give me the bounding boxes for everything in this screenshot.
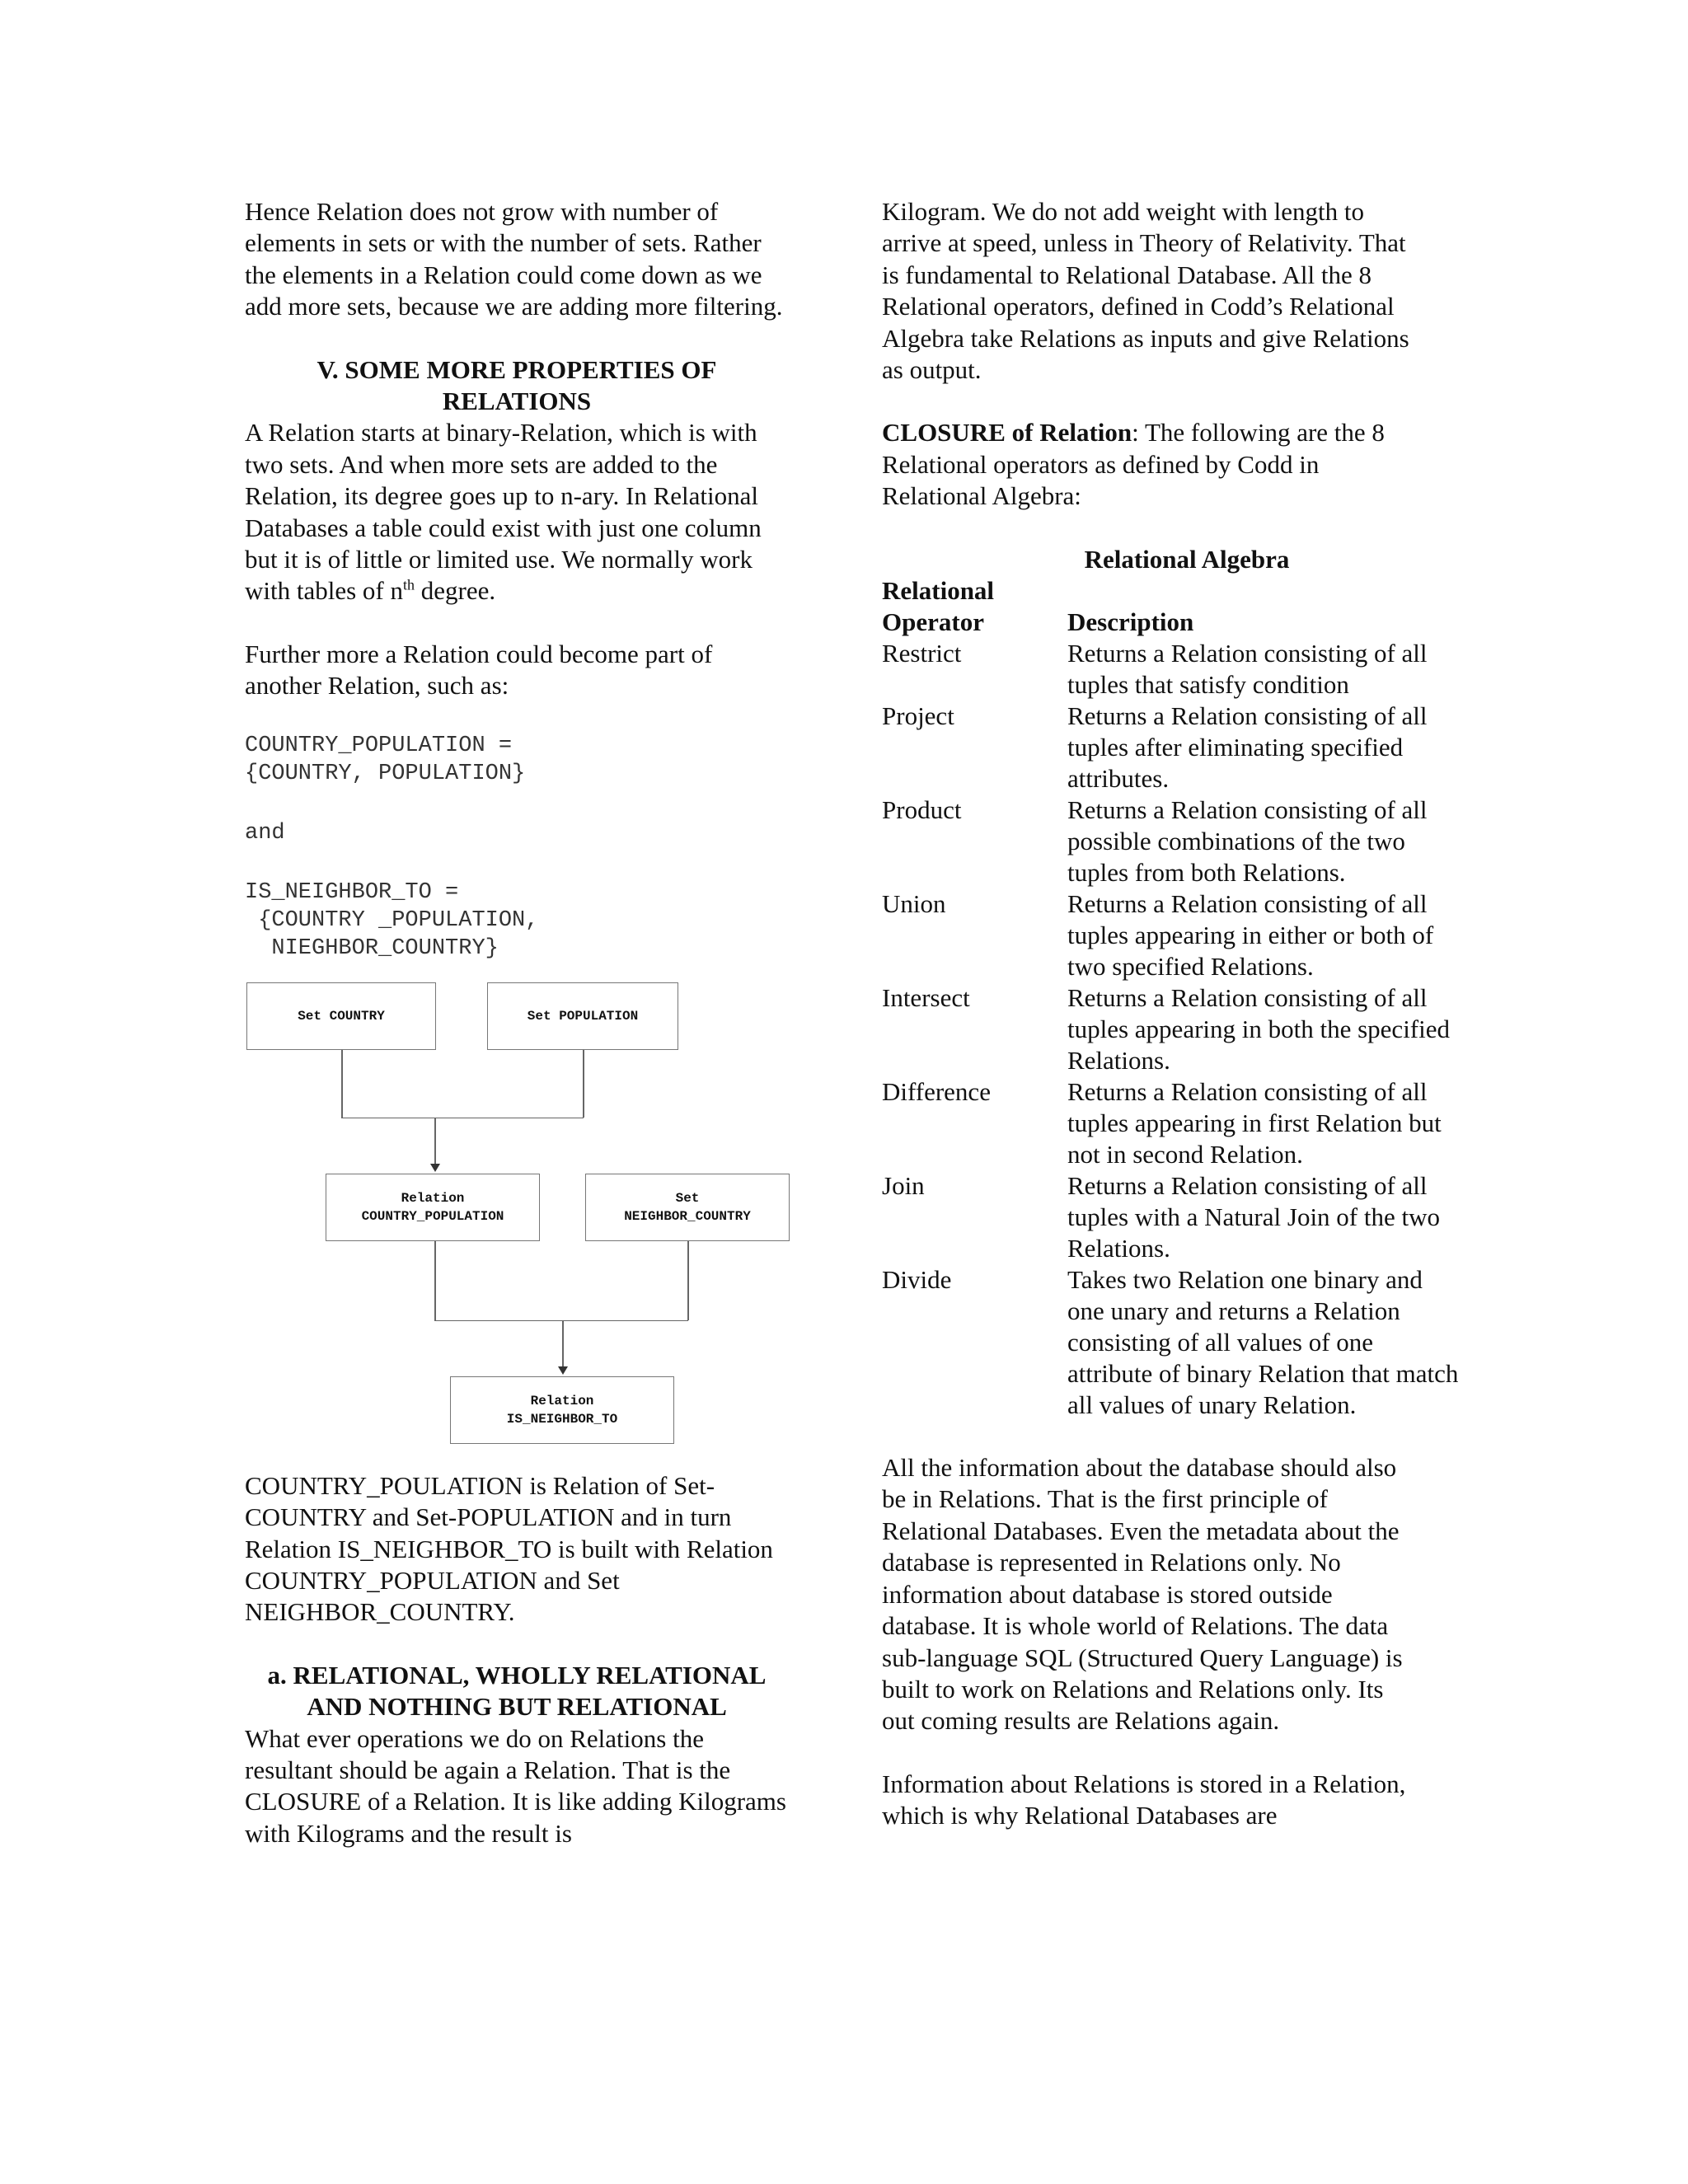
connector-line bbox=[341, 1050, 343, 1118]
left-column bbox=[245, 196, 789, 1849]
operator-cell: Restrict bbox=[882, 639, 962, 668]
description-cell: Takes two Relation one binary and one unary and returns a Relation consisting of all values of one attribute of binary Relation that match all values of unary Relation. bbox=[1067, 1265, 1459, 1420]
box-label: Set POPULATION bbox=[527, 1008, 639, 1024]
box-label: NEIGHBOR_COUNTRY bbox=[624, 1208, 751, 1224]
connector-line bbox=[687, 1241, 689, 1320]
section-heading-v: V. SOME MORE PROPERTIES OF RELATIONS bbox=[316, 354, 717, 416]
operator-cell: Project bbox=[882, 701, 954, 731]
table-row bbox=[882, 982, 1459, 1076]
connector-line bbox=[562, 1320, 564, 1366]
box-set-population bbox=[487, 982, 678, 1050]
description-cell: Returns a Relation consisting of all tuples appearing in both the specified Relations. bbox=[1067, 983, 1451, 1076]
relation-diagram bbox=[245, 971, 789, 1449]
table-row bbox=[882, 1076, 1459, 1170]
left-paragraph-2-text: A Relation starts at binary-Relation, which is with two sets. And when more sets are added to the Relation, its degree goes up to n-ary. In Relational Databases a table could exist with just one column but it is of little or limited use. We normally work with tables of n bbox=[245, 418, 762, 606]
operator-cell: Divide bbox=[882, 1265, 952, 1295]
box-label: COUNTRY_POPULATION bbox=[361, 1208, 504, 1224]
superscript-th: th bbox=[403, 577, 415, 594]
operator-cell: Difference bbox=[882, 1077, 991, 1107]
box-label: Set bbox=[675, 1190, 700, 1206]
right-column bbox=[882, 196, 1459, 1832]
description-cell: Returns a Relation consisting of all tuples that satisfy condition bbox=[1067, 639, 1428, 700]
box-relation-is-neighbor-to bbox=[450, 1376, 674, 1444]
left-paragraph-2-end: degree. bbox=[415, 576, 496, 606]
code-and: and bbox=[245, 820, 285, 846]
operator-cell: Product bbox=[882, 795, 962, 825]
operator-cell: Join bbox=[882, 1171, 925, 1201]
box-label: Set COUNTRY bbox=[298, 1008, 385, 1024]
table-row bbox=[882, 794, 1459, 888]
description-cell: Returns a Relation consisting of all tuples appearing in first Relation but not in second Relation. bbox=[1067, 1077, 1442, 1169]
box-label: Relation bbox=[530, 1393, 594, 1408]
left-paragraph-4: COUNTRY_POULATION is Relation of Set-COUNTRY and Set-POPULATION and in turn Relation IS_NEIGHBOR_TO is built with Relation COUNTRY_POPULATION and Set NEIGHBOR_COUNTRY. bbox=[245, 1470, 773, 1627]
code-line: {COUNTRY _POPULATION, bbox=[245, 907, 539, 933]
description-cell: Returns a Relation consisting of all tuples after eliminating specified attributes. bbox=[1067, 701, 1428, 794]
right-paragraph-3: Information about Relations is stored in a Relation, which is why Relational Databases are bbox=[882, 1769, 1406, 1830]
header-description: Description bbox=[1067, 607, 1194, 637]
operator-cell: Union bbox=[882, 889, 946, 919]
header-operator bbox=[882, 575, 1067, 638]
code-line: IS_NEIGHBOR_TO = bbox=[245, 879, 459, 905]
left-paragraph-5: What ever operations we do on Relations the resultant should be again a Relation. That is the CLOSURE of a Relation. It is like adding Kilograms with Kilograms and the result is bbox=[245, 1723, 786, 1848]
operator-cell: Intersect bbox=[882, 983, 970, 1013]
box-set-country bbox=[246, 982, 436, 1050]
section-heading-a: a. RELATIONAL, WHOLLY RELATIONAL AND NOTHING BUT RELATIONAL bbox=[267, 1660, 767, 1722]
connector-line bbox=[434, 1320, 688, 1322]
description-cell: Returns a Relation consisting of all possible combinations of the two tuples from both Relations. bbox=[1067, 795, 1428, 888]
connector-line bbox=[341, 1118, 584, 1119]
table-row bbox=[882, 701, 1459, 794]
table-row bbox=[882, 638, 1459, 701]
description-cell: Returns a Relation consisting of all tuples with a Natural Join of the two Relations. bbox=[1067, 1171, 1440, 1263]
arrow-head bbox=[558, 1366, 568, 1375]
code-line: COUNTRY_POPULATION = bbox=[245, 733, 513, 758]
code-line: NIEGHBOR_COUNTRY} bbox=[245, 935, 499, 961]
box-label: Relation bbox=[401, 1190, 465, 1206]
table-row bbox=[882, 888, 1459, 982]
table-row bbox=[882, 1170, 1459, 1264]
header-operator-line1: Relational bbox=[882, 576, 995, 606]
header-operator-line2: Operator bbox=[882, 607, 984, 637]
code-line: {COUNTRY, POPULATION} bbox=[245, 761, 526, 786]
connector-line bbox=[434, 1118, 436, 1164]
table-header-row bbox=[882, 575, 1459, 638]
relational-algebra-table bbox=[882, 575, 1459, 1421]
connector-line bbox=[434, 1241, 436, 1320]
table-row bbox=[882, 1264, 1459, 1421]
description-cell: Returns a Relation consisting of all tuples appearing in either or both of two specified Relations. bbox=[1067, 889, 1434, 982]
box-set-neighbor-country bbox=[585, 1174, 790, 1241]
closure-bold: CLOSURE of Relation bbox=[882, 418, 1132, 448]
connector-line bbox=[583, 1050, 584, 1118]
arrow-head bbox=[430, 1164, 440, 1172]
table-title: Relational Algebra bbox=[1084, 544, 1290, 574]
right-paragraph-2: All the information about the database should also be in Relations. That is the first principle of Relational Databases. Even the metadata about the database is represented in Relations only. No information about database is stored outside database. It is whole world of Relations. The data sub-language SQL (Structured Query Language) is built to work on Relations and Relations only. Its out coming results are Relations again. bbox=[882, 1453, 1403, 1736]
right-paragraph-1: Kilogram. We do not add weight with length to arrive at speed, unless in Theory of Relativity. That is fundamental to Relational Database. All the 8 Relational operators, defined in Codd’s Relational Algebra take Relations as inputs and give Relations as output. bbox=[882, 197, 1409, 385]
box-relation-country-population bbox=[326, 1174, 540, 1241]
left-paragraph-1: Hence Relation does not grow with number of elements in sets or with the number of sets. Rather the elements in a Relation could come down as we add more sets, because we are adding more filtering. bbox=[245, 197, 783, 321]
left-paragraph-3: Further more a Relation could become part of another Relation, such as: bbox=[245, 639, 713, 701]
closure-paragraph bbox=[882, 417, 1409, 512]
left-paragraph-2 bbox=[245, 417, 789, 607]
closure-text: : The following are the 8 Relational operators as defined by Codd in Relational Algebra: bbox=[882, 418, 1385, 511]
box-label: IS_NEIGHBOR_TO bbox=[506, 1411, 618, 1427]
